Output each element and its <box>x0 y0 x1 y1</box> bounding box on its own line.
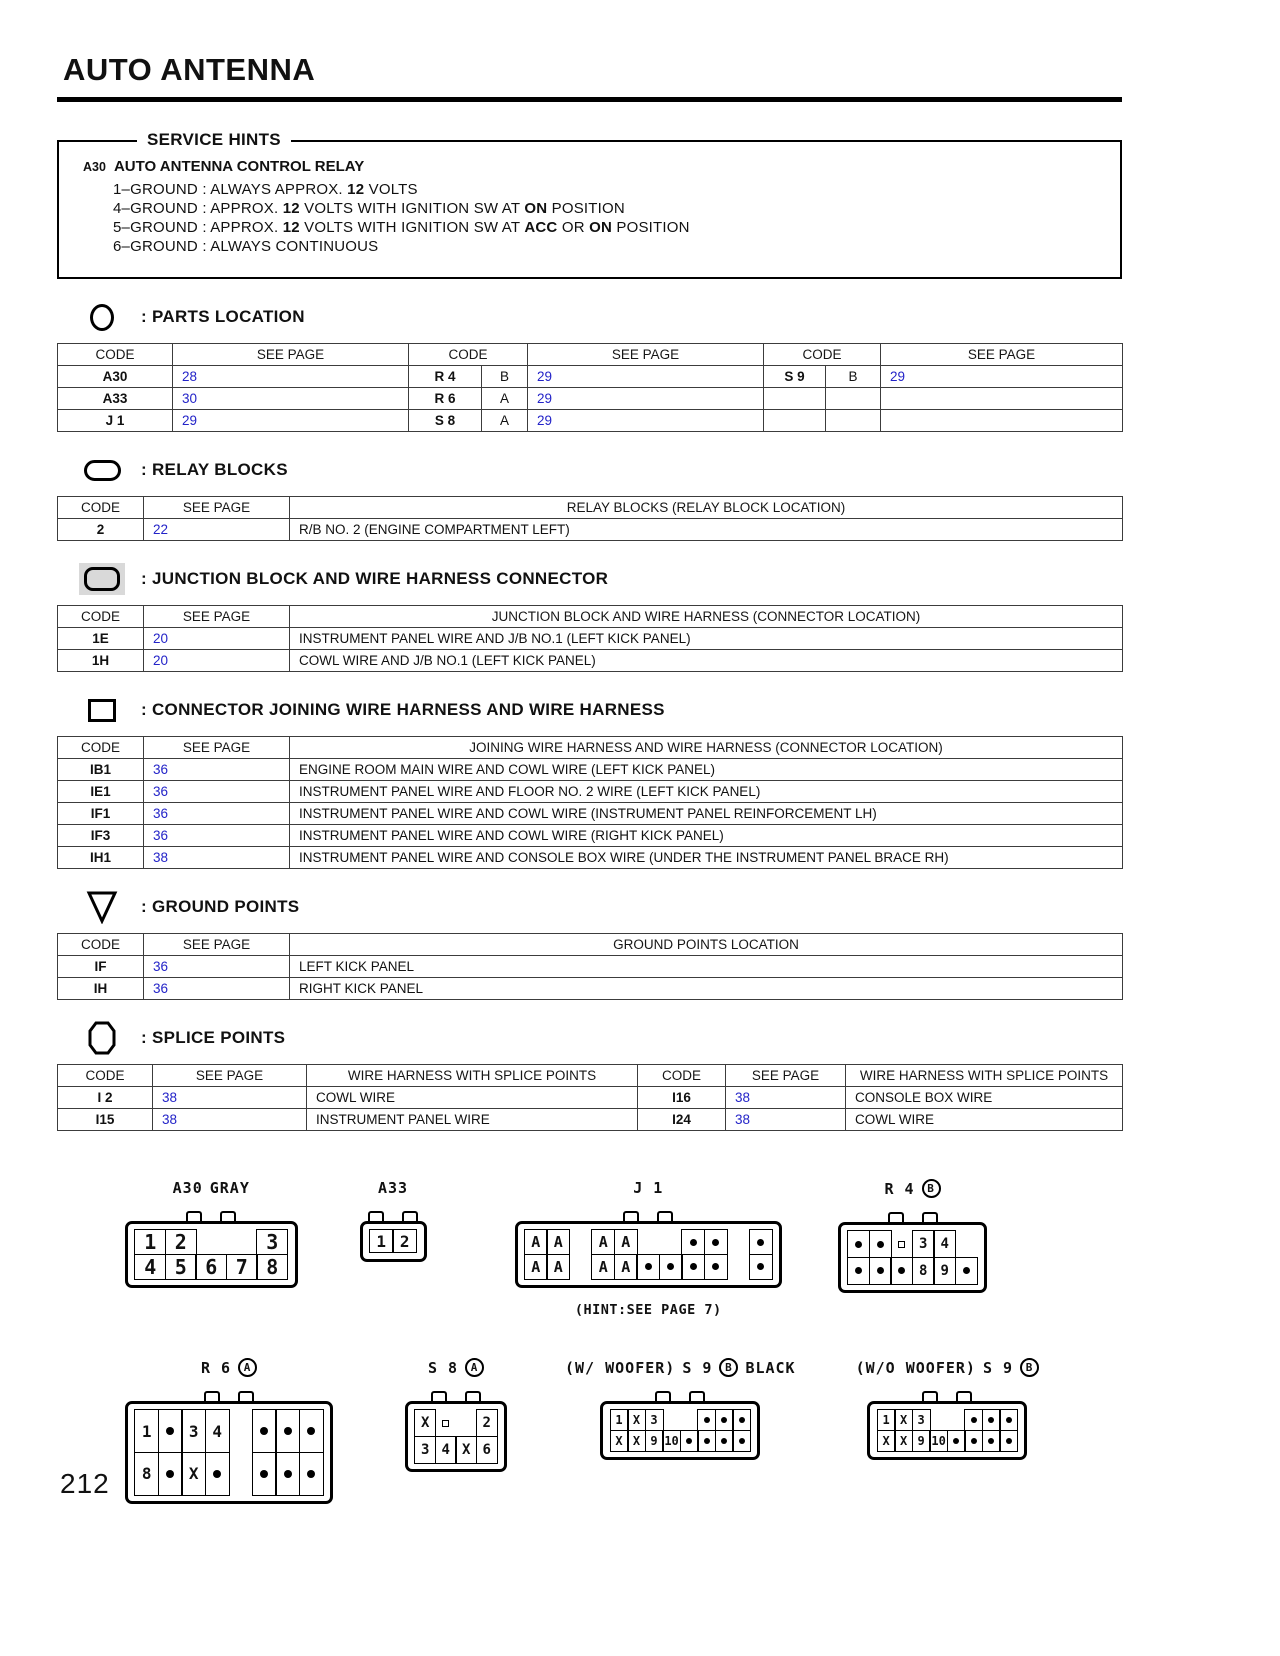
connector-s9 <box>856 1358 1039 1460</box>
pin-A: A <box>546 1229 570 1255</box>
cell-page: 29 <box>881 366 1123 388</box>
pin-A: A <box>524 1254 548 1280</box>
pin-3: 3 <box>912 1409 931 1431</box>
service-hints-title: SERVICE HINTS <box>137 130 291 150</box>
pin-occupied-dot <box>999 1430 1018 1452</box>
pin-5: 5 <box>165 1254 197 1280</box>
pin-occupied-dot <box>697 1430 716 1452</box>
pin-2: 2 <box>392 1229 417 1253</box>
column-header: SEE PAGE <box>881 344 1123 366</box>
connector-gap <box>726 1254 750 1280</box>
cell-desc: ENGINE ROOM MAIN WIRE AND COWL WIRE (LEFT KICK PANEL) <box>290 759 1123 781</box>
table-row <box>58 1109 1123 1131</box>
pin-occupied-dot <box>732 1430 751 1452</box>
cell-page: 29 <box>528 410 764 432</box>
page-number: 212 <box>60 1468 110 1499</box>
connector-gap <box>569 1254 593 1280</box>
column-header: SEE PAGE <box>144 934 290 956</box>
column-header: RELAY BLOCKS (RELAY BLOCK LOCATION) <box>290 497 1123 519</box>
column-header: CODE <box>58 344 173 366</box>
cell-desc: INSTRUMENT PANEL WIRE <box>307 1109 638 1131</box>
section-label: : JUNCTION BLOCK AND WIRE HARNESS CONNECTOR <box>141 569 609 588</box>
cell-desc: COWL WIRE AND J/B NO.1 (LEFT KICK PANEL) <box>290 650 1123 672</box>
connector-latch-tabs <box>600 1391 760 1401</box>
pin-occupied-dot <box>749 1254 773 1280</box>
connector-hint: (HINT:SEE PAGE 7) <box>574 1302 722 1318</box>
cell-desc: INSTRUMENT PANEL WIRE AND J/B NO.1 (LEFT KICK PANEL) <box>290 628 1123 650</box>
connector-label: A30 GRAY <box>172 1179 250 1197</box>
connector-label: J 1 <box>633 1179 664 1197</box>
junction-block-table <box>57 605 1123 672</box>
connector-joining-table <box>57 736 1123 869</box>
cell-code: I24 <box>638 1109 726 1131</box>
connector-diagrams-row2 <box>125 1358 1122 1504</box>
pin-occupied-dot <box>869 1230 892 1258</box>
cell-desc: CONSOLE BOX WIRE <box>846 1087 1123 1109</box>
cell-page: 29 <box>528 366 764 388</box>
cell-page: 38 <box>726 1087 846 1109</box>
section-parts-location <box>79 301 1122 333</box>
pin-A: A <box>614 1254 638 1280</box>
cell-code: S 8 <box>409 410 482 432</box>
connector-gap <box>726 1229 750 1255</box>
pin-9: 9 <box>645 1430 664 1452</box>
cell-page <box>881 410 1123 432</box>
column-header: CODE <box>638 1065 726 1087</box>
pin-occupied-dot <box>252 1409 277 1453</box>
pin-X: X <box>610 1430 629 1452</box>
pin-occupied-dot <box>869 1257 892 1285</box>
relay-title: AUTO ANTENNA CONTROL RELAY <box>113 158 365 175</box>
ground-points-table <box>57 933 1123 1000</box>
service-hints-lines <box>83 181 1100 255</box>
pin-occupied-dot <box>659 1254 683 1280</box>
section-connector-joining <box>79 694 1122 726</box>
table-row <box>58 759 1123 781</box>
cell-desc: LEFT KICK PANEL <box>290 956 1123 978</box>
cell-page: 20 <box>144 628 290 650</box>
connector-diagrams-row1 <box>125 1179 1122 1318</box>
cell-page: 30 <box>173 388 409 410</box>
pin-8: 8 <box>256 1254 288 1280</box>
column-header: SEE PAGE <box>528 344 764 366</box>
cell-code: R 4 <box>409 366 482 388</box>
pin-2: 2 <box>165 1229 197 1255</box>
pin-6: 6 <box>195 1254 227 1280</box>
junction-block-icon <box>79 563 125 595</box>
connector-gap <box>662 1409 681 1431</box>
cell-code: IF1 <box>58 803 144 825</box>
connector-gap <box>680 1409 699 1431</box>
cell-page: 38 <box>153 1087 307 1109</box>
service-hint-line: 4–GROUND : APPROX. 12 VOLTS WITH IGNITION SW AT ON POSITION <box>113 200 625 217</box>
table-header-row <box>58 606 1123 628</box>
parts-location-table <box>57 343 1123 432</box>
column-header: JOINING WIRE HARNESS AND WIRE HARNESS (CONNECTOR LOCATION) <box>290 737 1123 759</box>
pin-X: X <box>877 1430 896 1452</box>
column-header: SEE PAGE <box>726 1065 846 1087</box>
connector-body <box>515 1221 783 1288</box>
pin-occupied-dot <box>749 1229 773 1255</box>
cell-page: 38 <box>144 847 290 869</box>
page-title: AUTO ANTENNA <box>63 52 316 87</box>
relay-code: A30 <box>83 160 106 174</box>
pin-occupied-dot <box>681 1229 705 1255</box>
table-row <box>58 1087 1123 1109</box>
connector-latch-tabs <box>867 1391 1027 1401</box>
cell-page: 29 <box>173 410 409 432</box>
cell-code: A30 <box>58 366 173 388</box>
connector-latch-tabs <box>125 1211 298 1221</box>
table-row <box>58 978 1123 1000</box>
pin-occupied-dot <box>704 1254 728 1280</box>
splice-points-table <box>57 1064 1123 1131</box>
cell-sub: B <box>482 366 528 388</box>
pin-X: X <box>894 1430 913 1452</box>
pin-3: 3 <box>256 1229 288 1255</box>
splice-points-icon <box>79 1021 125 1055</box>
pin-occupied-dot <box>999 1409 1018 1431</box>
connector-gap <box>455 1409 477 1437</box>
table-row <box>58 628 1123 650</box>
cell-page: 28 <box>173 366 409 388</box>
cell-code: IH1 <box>58 847 144 869</box>
pin-X: X <box>455 1436 477 1464</box>
section-label: : GROUND POINTS <box>141 897 300 916</box>
cell-sub: A <box>482 410 528 432</box>
pin-3: 3 <box>181 1409 206 1453</box>
connector-pin-group-letter: A <box>465 1358 484 1377</box>
cell-code: I 2 <box>58 1087 153 1109</box>
table-header-row <box>58 1065 1123 1087</box>
connector-gap <box>947 1409 966 1431</box>
pin-X: X <box>414 1409 436 1437</box>
service-hint-line: 1–GROUND : ALWAYS APPROX. 12 VOLTS <box>113 181 418 198</box>
connector-pin-group-letter: B <box>922 1179 941 1198</box>
pin-occupied-dot <box>847 1230 870 1258</box>
cell-page: 38 <box>153 1109 307 1131</box>
connector-r6 <box>125 1358 333 1504</box>
cell-code: I15 <box>58 1109 153 1131</box>
cell-code: 1H <box>58 650 144 672</box>
pin-occupied-dot <box>715 1409 734 1431</box>
pin-4: 4 <box>134 1254 166 1280</box>
pin-8: 8 <box>912 1257 935 1285</box>
connector-gap <box>929 1409 948 1431</box>
column-header: SEE PAGE <box>144 737 290 759</box>
cell-page: 29 <box>528 388 764 410</box>
connector-body <box>600 1401 760 1460</box>
cell-page: 36 <box>144 759 290 781</box>
connector-key-square <box>890 1230 913 1258</box>
section-label: : SPLICE POINTS <box>141 1028 286 1047</box>
connector-gap <box>228 1409 253 1453</box>
cell-page: 36 <box>144 781 290 803</box>
cell-code: R 6 <box>409 388 482 410</box>
service-hint-line: 6–GROUND : ALWAYS CONTINUOUS <box>113 238 379 255</box>
cell-page <box>881 388 1123 410</box>
pin-occupied-dot <box>680 1430 699 1452</box>
connector-pin-group-letter: B <box>1020 1358 1039 1377</box>
connector-body <box>125 1221 298 1288</box>
pin-1: 1 <box>610 1409 629 1431</box>
pin-occupied-dot <box>715 1430 734 1452</box>
pin-occupied-dot <box>947 1430 966 1452</box>
connector-pin-group-letter: B <box>719 1358 738 1377</box>
connector-latch-tabs <box>125 1391 333 1401</box>
cell-desc: INSTRUMENT PANEL WIRE AND COWL WIRE (INSTRUMENT PANEL REINFORCEMENT LH) <box>290 803 1123 825</box>
connector-label: R 6 A <box>201 1358 257 1377</box>
pin-X: X <box>894 1409 913 1431</box>
column-header: CODE <box>58 497 144 519</box>
relay-blocks-icon <box>79 460 125 481</box>
column-header: WIRE HARNESS WITH SPLICE POINTS <box>846 1065 1123 1087</box>
section-label: : PARTS LOCATION <box>141 307 305 326</box>
connector-body <box>125 1401 333 1504</box>
pin-occupied-dot <box>704 1229 728 1255</box>
pin-3: 3 <box>645 1409 664 1431</box>
table-row <box>58 388 1123 410</box>
column-header: GROUND POINTS LOCATION <box>290 934 1123 956</box>
table-row <box>58 956 1123 978</box>
pin-A: A <box>546 1254 570 1280</box>
cell-page: 36 <box>144 956 290 978</box>
pin-occupied-dot <box>732 1409 751 1431</box>
section-label: : CONNECTOR JOINING WIRE HARNESS AND WIRE HARNESS <box>141 700 665 719</box>
pin-2: 2 <box>476 1409 498 1437</box>
cell-code: I16 <box>638 1087 726 1109</box>
connector-latch-tabs <box>360 1211 427 1221</box>
column-header: SEE PAGE <box>144 497 290 519</box>
pin-10: 10 <box>929 1430 948 1452</box>
table-header-row <box>58 934 1123 956</box>
connector-latch-tabs <box>515 1211 783 1221</box>
pin-occupied-dot <box>697 1409 716 1431</box>
pin-A: A <box>591 1229 615 1255</box>
pin-A: A <box>614 1229 638 1255</box>
connector-label: S 8 A <box>428 1358 484 1377</box>
connector-s9-woofer <box>565 1358 796 1460</box>
pin-1: 1 <box>134 1229 166 1255</box>
connector-gap <box>569 1229 593 1255</box>
column-header: SEE PAGE <box>173 344 409 366</box>
cell-sub: A <box>482 388 528 410</box>
cell-code: IF3 <box>58 825 144 847</box>
connector-a33 <box>360 1179 427 1262</box>
pin-occupied-dot <box>982 1409 1001 1431</box>
connector-gap <box>226 1229 258 1255</box>
cell-sub <box>826 410 881 432</box>
connector-body <box>867 1401 1027 1460</box>
pin-occupied-dot <box>299 1409 324 1453</box>
pin-occupied-dot <box>158 1452 183 1496</box>
table-header-row <box>58 497 1123 519</box>
table-row <box>58 825 1123 847</box>
pin-3: 3 <box>414 1436 436 1464</box>
section-relay-blocks <box>79 454 1122 486</box>
pin-X: X <box>181 1452 206 1496</box>
connector-label: (W/ WOOFER) S 9 B BLACK <box>565 1358 796 1377</box>
cell-code: IF <box>58 956 144 978</box>
connector-gap <box>636 1229 660 1255</box>
table-row <box>58 410 1123 432</box>
connector-key-square <box>435 1409 457 1437</box>
pin-occupied-dot <box>964 1409 983 1431</box>
cell-page: 20 <box>144 650 290 672</box>
pin-occupied-dot <box>299 1452 324 1496</box>
pin-9: 9 <box>933 1257 956 1285</box>
pin-4: 4 <box>933 1230 956 1258</box>
connector-r4 <box>838 1179 987 1293</box>
pin-1: 1 <box>369 1229 394 1253</box>
service-hints-box <box>57 130 1122 279</box>
pin-occupied-dot <box>681 1254 705 1280</box>
section-junction-block <box>79 563 1122 595</box>
column-header: CODE <box>58 934 144 956</box>
cell-code: A33 <box>58 388 173 410</box>
connector-latch-tabs <box>838 1212 987 1222</box>
cell-page: 36 <box>144 803 290 825</box>
pin-A: A <box>524 1229 548 1255</box>
cell-code: IE1 <box>58 781 144 803</box>
cell-code <box>764 388 826 410</box>
column-header: CODE <box>58 606 144 628</box>
column-header: CODE <box>409 344 528 366</box>
connector-gap <box>955 1230 978 1258</box>
connector-label: R 4 B <box>884 1179 940 1198</box>
cell-code: 2 <box>58 519 144 541</box>
section-splice-points <box>79 1022 1122 1054</box>
pin-4: 4 <box>435 1436 457 1464</box>
connector-gap <box>195 1229 227 1255</box>
pin-occupied-dot <box>158 1409 183 1453</box>
cell-code: IH <box>58 978 144 1000</box>
column-header: CODE <box>764 344 881 366</box>
pin-occupied-dot <box>964 1430 983 1452</box>
table-row <box>58 847 1123 869</box>
connector-label: A33 <box>377 1179 409 1197</box>
cell-page: 36 <box>144 978 290 1000</box>
cell-desc: INSTRUMENT PANEL WIRE AND COWL WIRE (RIGHT KICK PANEL) <box>290 825 1123 847</box>
cell-code: IB1 <box>58 759 144 781</box>
cell-desc: INSTRUMENT PANEL WIRE AND CONSOLE BOX WIRE (UNDER THE INSTRUMENT PANEL BRACE RH) <box>290 847 1123 869</box>
cell-page: 38 <box>726 1109 846 1131</box>
pin-1: 1 <box>877 1409 896 1431</box>
pin-occupied-dot <box>275 1452 300 1496</box>
pin-3: 3 <box>912 1230 935 1258</box>
pin-occupied-dot <box>955 1257 978 1285</box>
connector-joining-icon <box>79 699 125 722</box>
pin-X: X <box>627 1430 646 1452</box>
cell-code <box>764 410 826 432</box>
cell-sub: B <box>826 366 881 388</box>
pin-occupied-dot <box>636 1254 660 1280</box>
relay-heading <box>83 158 1100 175</box>
pin-10: 10 <box>662 1430 681 1452</box>
cell-desc: RIGHT KICK PANEL <box>290 978 1123 1000</box>
pin-6: 6 <box>476 1436 498 1464</box>
connector-gap <box>659 1229 683 1255</box>
column-header: SEE PAGE <box>153 1065 307 1087</box>
pin-occupied-dot <box>982 1430 1001 1452</box>
table-row <box>58 650 1123 672</box>
service-hint-line: 5–GROUND : APPROX. 12 VOLTS WITH IGNITION SW AT ACC OR ON POSITION <box>113 219 690 236</box>
pin-4: 4 <box>205 1409 230 1453</box>
pin-8: 8 <box>134 1452 159 1496</box>
cell-desc: INSTRUMENT PANEL WIRE AND FLOOR NO. 2 WIRE (LEFT KICK PANEL) <box>290 781 1123 803</box>
cell-page: 22 <box>144 519 290 541</box>
pin-occupied-dot <box>890 1257 913 1285</box>
connector-body <box>360 1221 427 1262</box>
connector-a30 <box>125 1179 298 1288</box>
table-row <box>58 781 1123 803</box>
cell-desc: R/B NO. 2 (ENGINE COMPARTMENT LEFT) <box>290 519 1123 541</box>
pin-1: 1 <box>134 1409 159 1453</box>
table-row <box>58 366 1123 388</box>
cell-desc: COWL WIRE <box>307 1087 638 1109</box>
connector-body <box>838 1222 987 1293</box>
pin-9: 9 <box>912 1430 931 1452</box>
cell-desc: COWL WIRE <box>846 1109 1123 1131</box>
table-row <box>58 519 1123 541</box>
table-header-row <box>58 737 1123 759</box>
cell-code: S 9 <box>764 366 826 388</box>
column-header: CODE <box>58 1065 153 1087</box>
section-label: : RELAY BLOCKS <box>141 460 288 479</box>
column-header: WIRE HARNESS WITH SPLICE POINTS <box>307 1065 638 1087</box>
connector-pin-group-letter: A <box>238 1358 257 1377</box>
title-rule <box>57 97 1122 102</box>
connector-body <box>405 1401 507 1472</box>
pin-occupied-dot <box>252 1452 277 1496</box>
pin-A: A <box>591 1254 615 1280</box>
column-header: SEE PAGE <box>144 606 290 628</box>
relay-blocks-table <box>57 496 1123 541</box>
connector-s8 <box>405 1358 507 1472</box>
cell-code: 1E <box>58 628 144 650</box>
pin-occupied-dot <box>205 1452 230 1496</box>
table-row <box>58 803 1123 825</box>
pin-7: 7 <box>226 1254 258 1280</box>
connector-gap <box>228 1452 253 1496</box>
pin-occupied-dot <box>847 1257 870 1285</box>
cell-sub <box>826 388 881 410</box>
connector-j1 <box>515 1179 783 1318</box>
parts-location-icon <box>79 304 125 331</box>
connector-label: (W/O WOOFER) S 9 B <box>856 1358 1039 1377</box>
pin-X: X <box>627 1409 646 1431</box>
section-ground-points <box>79 891 1122 923</box>
ground-points-icon <box>79 890 125 924</box>
column-header: JUNCTION BLOCK AND WIRE HARNESS (CONNECTOR LOCATION) <box>290 606 1123 628</box>
pin-occupied-dot <box>275 1409 300 1453</box>
cell-code: J 1 <box>58 410 173 432</box>
cell-page: 36 <box>144 825 290 847</box>
table-header-row <box>58 344 1123 366</box>
column-header: CODE <box>58 737 144 759</box>
connector-latch-tabs <box>405 1391 507 1401</box>
